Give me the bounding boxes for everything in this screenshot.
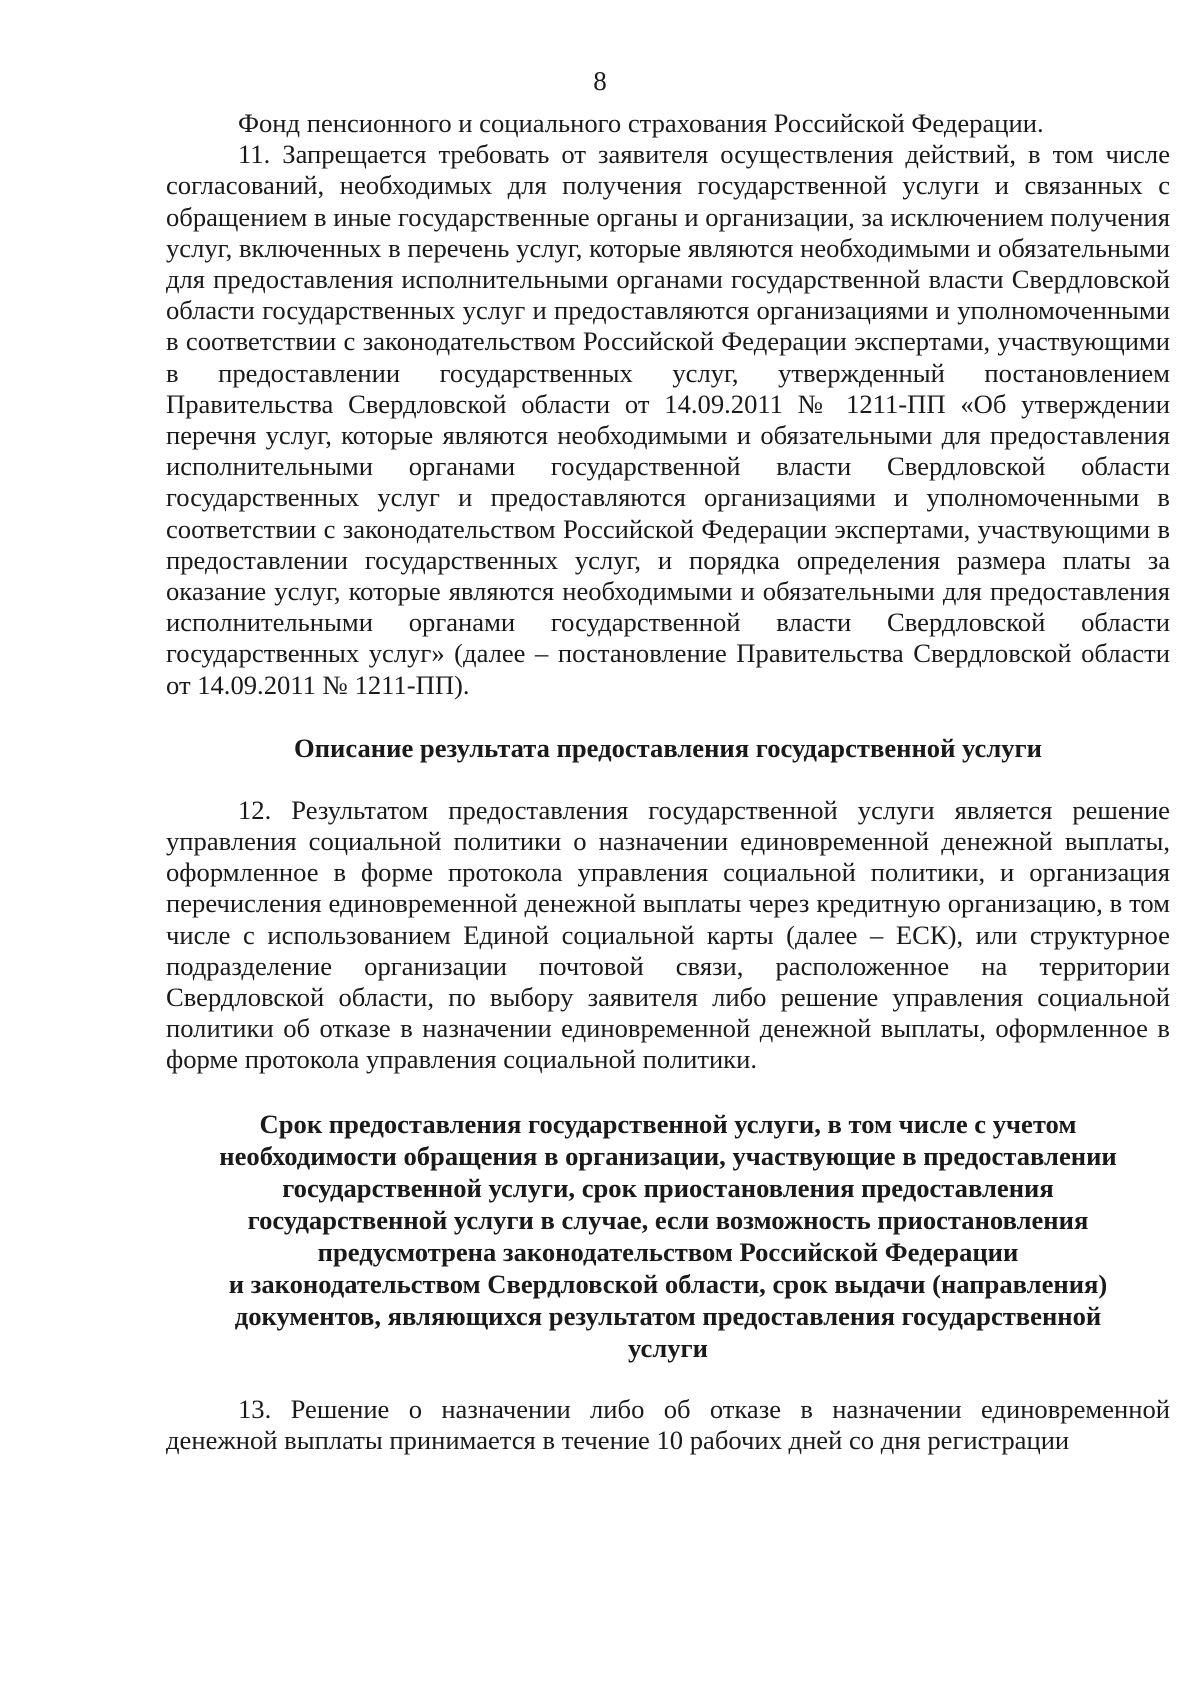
heading-line: предусмотрена законодательством Российской Федерации [317, 1236, 1019, 1267]
heading-line: необходимости обращения в организации, участвующие в предоставлении [219, 1140, 1117, 1171]
heading-line: государственной услуги в случае, если возможность приостановления [247, 1204, 1089, 1235]
paragraph-fund: Фонд пенсионного и социального страхования Российской Федерации. [238, 108, 1044, 138]
section-heading-result: Описание результата предоставления государственной услуги [294, 732, 1042, 763]
paragraph-13: 13. Решение о назначении либо об отказе в назначении единовременной денежной выплаты принимается в течение 10 рабочих дней со дня регистрации [166, 1393, 1170, 1455]
paragraph-11: 11. Запрещается требовать от заявителя осуществления действий, в том числе согласований, необходимых для получения государственной услуги и связанных с обращением в иные государственные органы и организации, за исключением получения услуг, включенных в перечень услуг, которые являются необходимыми и обязательными для предоставления исполнительными органами государственной власти Свердловской области государственных услуг и предоставляются организациями и уполномоченными в соответствии с законодательством Российской Федерации экспертами, участвующими в предоставлении государственных услуг, утвержденный постановлением Правительства Свердловской области от 14.09.2011 № 1211-ПП «Об утверждении перечня услуг, которые являются необходимыми и обязательными для предоставления исполнительными органами государственной власти Свердловской области государственных услуг и предоставляются организациями и уполномоченными в соответствии с законодательством Российской Федерации экспертами, участвующими в предоставлении государственных услуг, и порядка определения размера платы за оказание услуг, которые являются необходимыми и обязательными для предоставления исполнительными органами государственной власти Свердловской области государственных услуг» (далее – постановление Правительства Свердловской области от 14.09.2011 № 1211-ПП). [166, 139, 1170, 700]
heading-line: государственной услуги, срок приостановления предоставления [282, 1172, 1054, 1203]
heading-line: и законодательством Свердловской области, срок выдачи (направления) [228, 1268, 1108, 1299]
paragraph-12: 12. Результатом предоставления государственной услуги является решение управления социальной политики о назначении единовременной денежной выплаты, оформленное в форме протокола управления социальной политики, и организация перечисления единовременной денежной выплаты через кредитную организацию, в том числе с использованием Единой социальной карты (далее – ЕСК), или структурное подразделение организации почтовой связи, расположенное на территории Свердловской области, по выбору заявителя либо решение управления социальной политики об отказе в назначении единовременной денежной выплаты, оформленное в форме протокола управления социальной политики. [166, 794, 1170, 1075]
section-heading-term [166, 1108, 1170, 1364]
page-number: 8 [593, 66, 607, 96]
document-body [166, 108, 1170, 1456]
heading-line: услуги [628, 1332, 708, 1363]
heading-line: документов, являющихся результатом предоставления государственной [234, 1300, 1102, 1331]
heading-line: Срок предоставления государственной услуги, в том числе с учетом [259, 1108, 1077, 1139]
